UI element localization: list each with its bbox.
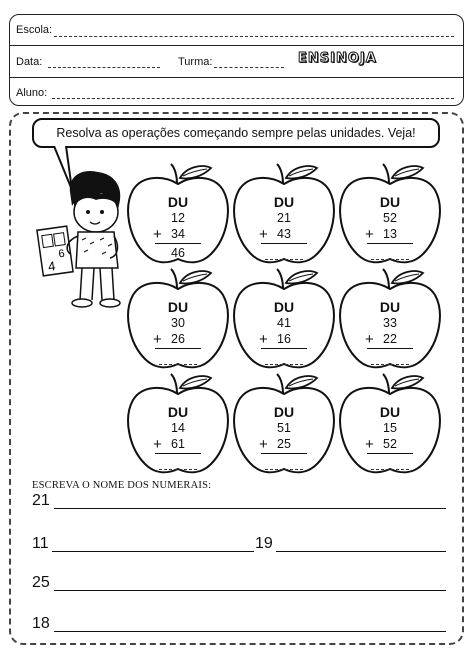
- answer-line[interactable]: [52, 551, 254, 552]
- addend-2: 16: [277, 332, 291, 346]
- escola-field[interactable]: [54, 36, 454, 37]
- boy-illustration-icon: [22, 140, 132, 315]
- apple-problem-9: [337, 370, 443, 478]
- addend-2: 25: [277, 437, 291, 451]
- plus-sign: +: [259, 436, 268, 453]
- addend-1: 41: [277, 316, 291, 330]
- apple-problem-5: [231, 265, 337, 373]
- plus-sign: +: [153, 436, 162, 453]
- sum-rule: [261, 348, 307, 349]
- addend-2: 52: [383, 437, 397, 451]
- apple-problem-2: [231, 160, 337, 268]
- du-label: DU: [379, 299, 401, 315]
- sum-rule: [261, 453, 307, 454]
- plus-sign: +: [259, 331, 268, 348]
- numerals-instruction: ESCREVA O NOME DOS NUMERAIS:: [32, 480, 212, 491]
- addend-2: 26: [171, 332, 185, 346]
- addend-2: 34: [171, 227, 185, 241]
- answer-blank[interactable]: [371, 469, 409, 470]
- addend-2: 61: [171, 437, 185, 451]
- bubble-text: Resolva as operações começando sempre pelas unidades. Veja!: [56, 126, 416, 140]
- sum-result: 46: [171, 246, 185, 260]
- answer-blank[interactable]: [159, 364, 197, 365]
- plus-sign: +: [259, 226, 268, 243]
- aluno-field[interactable]: [52, 98, 454, 99]
- apple-problem-7: [125, 370, 231, 478]
- numeral-25: 25: [32, 574, 50, 591]
- du-label: DU: [273, 194, 295, 210]
- turma-field[interactable]: [214, 67, 284, 68]
- apple-problem-1: [125, 160, 231, 268]
- answer-line[interactable]: [54, 590, 446, 591]
- answer-line[interactable]: [54, 631, 446, 632]
- answer-blank[interactable]: [265, 259, 303, 260]
- addend-1: 15: [383, 421, 397, 435]
- plus-sign: +: [153, 226, 162, 243]
- data-field[interactable]: [48, 67, 160, 68]
- du-label: DU: [167, 194, 189, 210]
- numeral-18: 18: [32, 615, 50, 632]
- addend-2: 43: [277, 227, 291, 241]
- card-digit-top: 6: [57, 247, 66, 261]
- answer-blank[interactable]: [265, 364, 303, 365]
- answer-blank[interactable]: [159, 469, 197, 470]
- du-label: DU: [273, 299, 295, 315]
- header-divider: [9, 45, 464, 46]
- addend-1: 21: [277, 211, 291, 225]
- plus-sign: +: [153, 331, 162, 348]
- addend-1: 12: [171, 211, 185, 225]
- answer-blank[interactable]: [371, 259, 409, 260]
- plus-sign: +: [365, 436, 374, 453]
- escola-label: Escola:: [16, 24, 53, 36]
- du-label: DU: [167, 404, 189, 420]
- header-divider: [9, 77, 464, 78]
- numeral-21: 21: [32, 492, 50, 509]
- sum-rule: [367, 243, 413, 244]
- addend-1: 51: [277, 421, 291, 435]
- sum-rule: [155, 243, 201, 244]
- brand-logo: ENSINOJA: [298, 51, 377, 66]
- addend-1: 14: [171, 421, 185, 435]
- numeral-11: 11: [32, 535, 49, 552]
- answer-blank[interactable]: [265, 469, 303, 470]
- answer-blank[interactable]: [371, 364, 409, 365]
- sum-rule: [261, 243, 307, 244]
- answer-line[interactable]: [276, 551, 446, 552]
- sum-rule: [155, 453, 201, 454]
- sum-rule: [367, 348, 413, 349]
- answer-line[interactable]: [54, 508, 446, 509]
- du-label: DU: [273, 404, 295, 420]
- apple-problem-8: [231, 370, 337, 478]
- du-label: DU: [167, 299, 189, 315]
- header-box: [9, 14, 464, 106]
- addend-1: 52: [383, 211, 397, 225]
- addend-2: 13: [383, 227, 397, 241]
- numeral-19: 19: [255, 535, 273, 552]
- apple-problem-4: [125, 265, 231, 373]
- apple-problem-3: [337, 160, 443, 268]
- du-label: DU: [379, 194, 401, 210]
- du-label: DU: [379, 404, 401, 420]
- addend-1: 30: [171, 316, 185, 330]
- data-label: Data:: [16, 56, 43, 68]
- apple-problem-6: [337, 265, 443, 373]
- sum-rule: [367, 453, 413, 454]
- sum-rule: [155, 348, 201, 349]
- addend-2: 22: [383, 332, 397, 346]
- plus-sign: +: [365, 226, 374, 243]
- turma-label: Turma:: [178, 56, 213, 68]
- plus-sign: +: [365, 331, 374, 348]
- aluno-label: Aluno:: [16, 87, 48, 99]
- card-digit-bottom: 4: [47, 258, 57, 275]
- addend-1: 33: [383, 316, 397, 330]
